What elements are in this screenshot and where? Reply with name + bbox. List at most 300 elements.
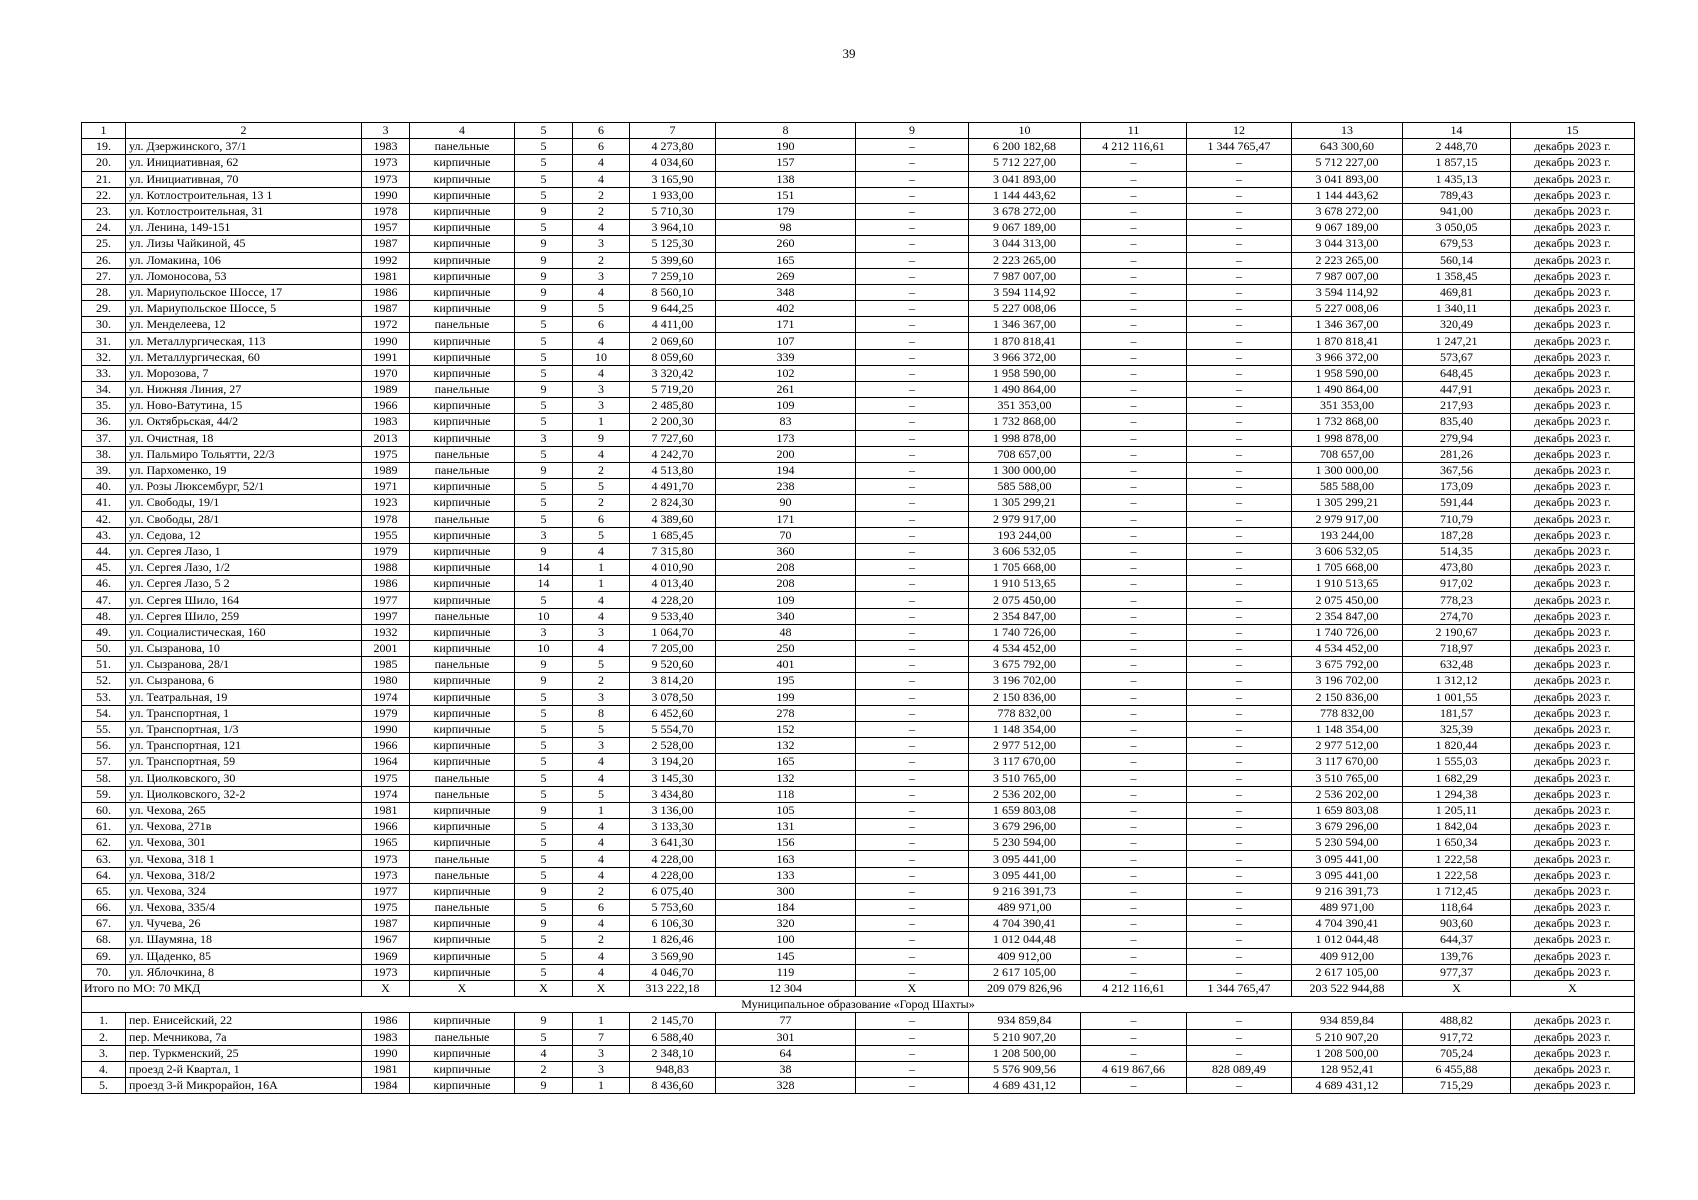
- table-cell: 1: [573, 1013, 630, 1029]
- total-cell: X: [856, 980, 969, 996]
- table-cell: кирпичные: [410, 576, 515, 592]
- table-cell: 40.: [82, 479, 126, 495]
- table-cell: 409 912,00: [1292, 948, 1403, 964]
- table-cell: –: [1187, 495, 1292, 511]
- table-cell: декабрь 2023 г.: [1511, 236, 1635, 252]
- header-cell: 14: [1403, 123, 1511, 139]
- table-cell: декабрь 2023 г.: [1511, 1013, 1635, 1029]
- table-cell: 1981: [362, 268, 410, 284]
- table-cell: –: [1187, 301, 1292, 317]
- table-cell: декабрь 2023 г.: [1511, 770, 1635, 786]
- table-cell: 5: [573, 301, 630, 317]
- table-cell: –: [1081, 511, 1187, 527]
- table-cell: 165: [716, 754, 856, 770]
- table-cell: 1972: [362, 317, 410, 333]
- table-cell: 1 705 668,00: [969, 560, 1081, 576]
- table-cell: 66.: [82, 900, 126, 916]
- table-cell: 67.: [82, 916, 126, 932]
- table-cell: 360: [716, 543, 856, 559]
- table-cell: 1 205,11: [1403, 802, 1511, 818]
- table-cell: –: [856, 414, 969, 430]
- total-cell: 1 344 765,47: [1187, 980, 1292, 996]
- table-cell: 1991: [362, 349, 410, 365]
- table-cell: –: [1187, 527, 1292, 543]
- table-cell: 53.: [82, 689, 126, 705]
- table-cell: 4 704 390,41: [1292, 916, 1403, 932]
- table-cell: 3 117 670,00: [1292, 754, 1403, 770]
- header-cell: 15: [1511, 123, 1635, 139]
- table-cell: кирпичные: [410, 835, 515, 851]
- table-cell: 1979: [362, 543, 410, 559]
- table-cell: 1 294,38: [1403, 786, 1511, 802]
- table-cell: 1983: [362, 139, 410, 155]
- table-cell: 5 712 227,00: [1292, 155, 1403, 171]
- table-cell: 5: [515, 705, 573, 721]
- table-cell: –: [856, 236, 969, 252]
- table-cell: 6 106,30: [630, 916, 716, 932]
- table-cell: декабрь 2023 г.: [1511, 268, 1635, 284]
- table-cell: 2 145,70: [630, 1013, 716, 1029]
- address-cell: ул. Розы Люксембург, 52/1: [126, 479, 362, 495]
- table-cell: 4 046,70: [630, 964, 716, 980]
- table-cell: 7 987 007,00: [969, 268, 1081, 284]
- table-cell: –: [856, 721, 969, 737]
- table-cell: –: [1187, 705, 1292, 721]
- table-cell: 37.: [82, 430, 126, 446]
- table-cell: 325,39: [1403, 721, 1511, 737]
- table-cell: 1992: [362, 252, 410, 268]
- section-row: [82, 997, 1635, 1013]
- table-cell: 6: [573, 139, 630, 155]
- table-row: [82, 317, 1635, 333]
- table-row: [82, 673, 1635, 689]
- table-cell: –: [1187, 349, 1292, 365]
- table-row: [82, 495, 1635, 511]
- table-cell: –: [1081, 446, 1187, 462]
- table-cell: –: [856, 511, 969, 527]
- table-cell: декабрь 2023 г.: [1511, 608, 1635, 624]
- table-row: [82, 948, 1635, 964]
- table-row: [82, 657, 1635, 673]
- table-cell: –: [1187, 721, 1292, 737]
- table-cell: панельные: [410, 900, 515, 916]
- table-row: [82, 851, 1635, 867]
- table-cell: –: [1081, 543, 1187, 559]
- table-cell: 132: [716, 770, 856, 786]
- table-cell: 4.: [82, 1061, 126, 1077]
- table-cell: –: [1081, 673, 1187, 689]
- table-cell: –: [1187, 365, 1292, 381]
- table-cell: декабрь 2023 г.: [1511, 527, 1635, 543]
- table-cell: 171: [716, 317, 856, 333]
- table-row: [82, 964, 1635, 980]
- table-cell: 5 230 594,00: [1292, 835, 1403, 851]
- table-row: [82, 284, 1635, 300]
- table-cell: –: [856, 932, 969, 948]
- table-cell: 5: [515, 689, 573, 705]
- table-cell: –: [856, 349, 969, 365]
- table-cell: 2 617 105,00: [1292, 964, 1403, 980]
- table-cell: –: [1187, 155, 1292, 171]
- table-cell: 4 411,00: [630, 317, 716, 333]
- address-cell: ул. Сызранова, 10: [126, 641, 362, 657]
- table-cell: 62.: [82, 835, 126, 851]
- table-cell: 278: [716, 705, 856, 721]
- table-cell: 50.: [82, 641, 126, 657]
- total-cell: 12 304: [716, 980, 856, 996]
- table-cell: –: [856, 1078, 969, 1094]
- header-cell: 7: [630, 123, 716, 139]
- table-cell: кирпичные: [410, 560, 515, 576]
- table-cell: кирпичные: [410, 802, 515, 818]
- table-cell: 9: [515, 203, 573, 219]
- table-cell: 54.: [82, 705, 126, 721]
- table-cell: 1 305 299,21: [969, 495, 1081, 511]
- table-cell: 173,09: [1403, 479, 1511, 495]
- table-cell: 2: [573, 495, 630, 511]
- table-cell: 5: [515, 511, 573, 527]
- table-row: [82, 333, 1635, 349]
- table-cell: 65.: [82, 883, 126, 899]
- table-cell: 5: [515, 867, 573, 883]
- table-cell: 58.: [82, 770, 126, 786]
- table-cell: 1987: [362, 236, 410, 252]
- table-cell: 5: [515, 349, 573, 365]
- table-cell: –: [856, 1061, 969, 1077]
- table-cell: 33.: [82, 365, 126, 381]
- table-cell: –: [1187, 673, 1292, 689]
- table-cell: –: [1081, 964, 1187, 980]
- table-cell: –: [1187, 414, 1292, 430]
- table-cell: 4 689 431,12: [1292, 1078, 1403, 1094]
- table-cell: 1 732 868,00: [969, 414, 1081, 430]
- table-cell: –: [1081, 819, 1187, 835]
- table-cell: –: [856, 916, 969, 932]
- table-cell: 5: [515, 770, 573, 786]
- table-cell: 3 196 702,00: [1292, 673, 1403, 689]
- table-cell: 3 510 765,00: [969, 770, 1081, 786]
- table-cell: 5: [515, 333, 573, 349]
- table-cell: –: [1081, 608, 1187, 624]
- table-cell: 2 150 836,00: [969, 689, 1081, 705]
- table-cell: 5: [515, 835, 573, 851]
- address-cell: ул. Ленина, 149-151: [126, 220, 362, 236]
- table-cell: 5 710,30: [630, 203, 716, 219]
- table-cell: 217,93: [1403, 398, 1511, 414]
- table-cell: кирпичные: [410, 349, 515, 365]
- table-cell: 1997: [362, 608, 410, 624]
- table-cell: 401: [716, 657, 856, 673]
- table-cell: декабрь 2023 г.: [1511, 819, 1635, 835]
- table-cell: 5: [515, 738, 573, 754]
- table-cell: –: [1187, 576, 1292, 592]
- table-cell: 9: [515, 1078, 573, 1094]
- table-cell: декабрь 2023 г.: [1511, 171, 1635, 187]
- address-cell: ул. Дзержинского, 37/1: [126, 139, 362, 155]
- table-cell: 351 353,00: [969, 398, 1081, 414]
- table-cell: 9: [515, 382, 573, 398]
- table-cell: 5: [573, 786, 630, 802]
- table-cell: 1981: [362, 1061, 410, 1077]
- table-cell: –: [1081, 883, 1187, 899]
- address-cell: ул. Пальмиро Тольятти, 22/3: [126, 446, 362, 462]
- table-cell: 9: [515, 284, 573, 300]
- table-cell: 402: [716, 301, 856, 317]
- table-cell: –: [1187, 560, 1292, 576]
- table-cell: –: [856, 430, 969, 446]
- table-cell: 2: [573, 252, 630, 268]
- table-cell: –: [1187, 916, 1292, 932]
- table-cell: 2 977 512,00: [969, 738, 1081, 754]
- table-cell: 2 075 450,00: [969, 592, 1081, 608]
- table-cell: –: [1081, 187, 1187, 203]
- table-cell: 46.: [82, 576, 126, 592]
- table-cell: 718,97: [1403, 641, 1511, 657]
- table-cell: декабрь 2023 г.: [1511, 851, 1635, 867]
- table-cell: 4 389,60: [630, 511, 716, 527]
- table-cell: 7 315,80: [630, 543, 716, 559]
- table-cell: 109: [716, 398, 856, 414]
- table-cell: 261: [716, 382, 856, 398]
- table-cell: –: [1187, 624, 1292, 640]
- table-cell: –: [1081, 689, 1187, 705]
- table-cell: 3 679 296,00: [1292, 819, 1403, 835]
- table-cell: 4: [573, 835, 630, 851]
- table-cell: кирпичные: [410, 1061, 515, 1077]
- table-cell: 49.: [82, 624, 126, 640]
- table-cell: 1965: [362, 835, 410, 851]
- table-cell: –: [856, 802, 969, 818]
- table-cell: 3 510 765,00: [1292, 770, 1403, 786]
- table-cell: –: [1187, 1029, 1292, 1045]
- table-cell: 1 012 044,48: [969, 932, 1081, 948]
- table-cell: 55.: [82, 721, 126, 737]
- table-cell: –: [1187, 1013, 1292, 1029]
- table-cell: 1 659 803,08: [969, 802, 1081, 818]
- table-cell: 9: [515, 1013, 573, 1029]
- table-cell: 32.: [82, 349, 126, 365]
- table-cell: 64: [716, 1045, 856, 1061]
- table-cell: 1975: [362, 900, 410, 916]
- table-cell: 2 536 202,00: [1292, 786, 1403, 802]
- table-cell: 708 657,00: [969, 446, 1081, 462]
- table-cell: 1 857,15: [1403, 155, 1511, 171]
- address-cell: ул. Октябрьская, 44/2: [126, 414, 362, 430]
- table-cell: –: [856, 592, 969, 608]
- table-cell: 5: [515, 851, 573, 867]
- table-cell: 14: [515, 576, 573, 592]
- table-cell: 3 814,20: [630, 673, 716, 689]
- table-cell: –: [1081, 268, 1187, 284]
- table-cell: 560,14: [1403, 252, 1511, 268]
- table-cell: 4: [573, 770, 630, 786]
- table-cell: 1978: [362, 203, 410, 219]
- table-row: [82, 430, 1635, 446]
- table-cell: 1973: [362, 851, 410, 867]
- table-cell: –: [1081, 495, 1187, 511]
- table-cell: 157: [716, 155, 856, 171]
- table-cell: кирпичные: [410, 754, 515, 770]
- table-cell: –: [856, 657, 969, 673]
- table-cell: 4 491,70: [630, 479, 716, 495]
- table-row: [82, 932, 1635, 948]
- table-cell: 1987: [362, 916, 410, 932]
- table-row: [82, 479, 1635, 495]
- table-cell: 4: [573, 608, 630, 624]
- table-row: [82, 1061, 1635, 1077]
- table-cell: 5 125,30: [630, 236, 716, 252]
- table-cell: 47.: [82, 592, 126, 608]
- table-cell: 917,02: [1403, 576, 1511, 592]
- table-cell: 3 041 893,00: [1292, 171, 1403, 187]
- table-cell: 3 196 702,00: [969, 673, 1081, 689]
- table-cell: –: [1081, 414, 1187, 430]
- table-cell: 1 435,13: [1403, 171, 1511, 187]
- table-cell: декабрь 2023 г.: [1511, 301, 1635, 317]
- table-cell: декабрь 2023 г.: [1511, 576, 1635, 592]
- table-cell: 3 165,90: [630, 171, 716, 187]
- table-cell: 4: [573, 171, 630, 187]
- table-row: [82, 139, 1635, 155]
- table-cell: –: [856, 527, 969, 543]
- table-cell: 5: [573, 479, 630, 495]
- table-cell: 4: [573, 916, 630, 932]
- header-cell: 5: [515, 123, 573, 139]
- table-cell: –: [856, 155, 969, 171]
- table-cell: 119: [716, 964, 856, 980]
- table-cell: –: [1081, 916, 1187, 932]
- table-cell: 2: [573, 673, 630, 689]
- table-cell: 83: [716, 414, 856, 430]
- table-cell: 5: [515, 948, 573, 964]
- table-cell: 43.: [82, 527, 126, 543]
- table-cell: 238: [716, 479, 856, 495]
- table-cell: 5: [515, 139, 573, 155]
- table-cell: 3.: [82, 1045, 126, 1061]
- table-cell: –: [856, 301, 969, 317]
- table-cell: 2: [573, 187, 630, 203]
- address-cell: ул. Нижняя Линия, 27: [126, 382, 362, 398]
- table-row: [82, 786, 1635, 802]
- table-cell: –: [1081, 252, 1187, 268]
- table-cell: –: [1187, 608, 1292, 624]
- table-cell: 1.: [82, 1013, 126, 1029]
- table-cell: 3: [515, 624, 573, 640]
- table-cell: 3 678 272,00: [969, 203, 1081, 219]
- table-cell: 3 078,50: [630, 689, 716, 705]
- table-cell: 5: [515, 754, 573, 770]
- table-cell: –: [856, 770, 969, 786]
- table-cell: 1980: [362, 673, 410, 689]
- table-cell: –: [1081, 641, 1187, 657]
- table-cell: –: [1081, 786, 1187, 802]
- header-cell: 12: [1187, 123, 1292, 139]
- table-cell: кирпичные: [410, 641, 515, 657]
- table-cell: декабрь 2023 г.: [1511, 754, 1635, 770]
- section-title: Муниципальное образование «Город Шахты»: [82, 997, 1635, 1013]
- total-cell: 209 079 826,96: [969, 980, 1081, 996]
- table-cell: 5: [515, 155, 573, 171]
- table-cell: 1 490 864,00: [1292, 382, 1403, 398]
- table-cell: 3 194,20: [630, 754, 716, 770]
- table-cell: 4 619 867,66: [1081, 1061, 1187, 1077]
- table-cell: 5: [515, 721, 573, 737]
- address-cell: ул. Циолковского, 30: [126, 770, 362, 786]
- table-cell: 4: [573, 851, 630, 867]
- table-cell: 4 273,80: [630, 139, 716, 155]
- table-cell: –: [1081, 203, 1187, 219]
- table-cell: –: [856, 446, 969, 462]
- table-cell: 1 208 500,00: [1292, 1045, 1403, 1061]
- table-cell: 173: [716, 430, 856, 446]
- table-row: [82, 560, 1635, 576]
- table-cell: 1 998 878,00: [969, 430, 1081, 446]
- total-row: [82, 980, 1635, 996]
- table-cell: –: [1187, 171, 1292, 187]
- table-cell: 488,82: [1403, 1013, 1511, 1029]
- table-cell: 27.: [82, 268, 126, 284]
- total-cell: 313 222,18: [630, 980, 716, 996]
- table-cell: 195: [716, 673, 856, 689]
- table-cell: декабрь 2023 г.: [1511, 560, 1635, 576]
- table-cell: 8 560,10: [630, 284, 716, 300]
- table-cell: 3 966 372,00: [1292, 349, 1403, 365]
- table-cell: декабрь 2023 г.: [1511, 673, 1635, 689]
- table-cell: 38.: [82, 446, 126, 462]
- table-cell: –: [856, 673, 969, 689]
- table-cell: –: [1081, 527, 1187, 543]
- address-cell: ул. Инициативная, 70: [126, 171, 362, 187]
- table-cell: 3: [573, 382, 630, 398]
- table-cell: 1 910 513,65: [969, 576, 1081, 592]
- table-row: [82, 462, 1635, 478]
- table-cell: кирпичные: [410, 430, 515, 446]
- address-cell: ул. Ломоносова, 53: [126, 268, 362, 284]
- table-cell: 1973: [362, 964, 410, 980]
- table-cell: 1923: [362, 495, 410, 511]
- table-cell: 14: [515, 560, 573, 576]
- table-cell: 1955: [362, 527, 410, 543]
- table-cell: 1 682,29: [1403, 770, 1511, 786]
- table-cell: 835,40: [1403, 414, 1511, 430]
- page-number: 39: [842, 46, 856, 61]
- table-cell: 4: [573, 220, 630, 236]
- table-cell: 1 705 668,00: [1292, 560, 1403, 576]
- table-cell: –: [856, 608, 969, 624]
- table-cell: панельные: [410, 317, 515, 333]
- table-cell: –: [1187, 398, 1292, 414]
- table-cell: –: [1187, 964, 1292, 980]
- table-cell: декабрь 2023 г.: [1511, 317, 1635, 333]
- table-cell: –: [1081, 284, 1187, 300]
- total-cell: X: [410, 980, 515, 996]
- table-cell: кирпичные: [410, 365, 515, 381]
- table-cell: декабрь 2023 г.: [1511, 220, 1635, 236]
- table-cell: 56.: [82, 738, 126, 754]
- table-row: [82, 349, 1635, 365]
- table-cell: 68.: [82, 932, 126, 948]
- table-cell: –: [856, 964, 969, 980]
- table-cell: 948,83: [630, 1061, 716, 1077]
- table-cell: 250: [716, 641, 856, 657]
- table-cell: 5: [515, 398, 573, 414]
- address-cell: ул. Транспортная, 1/3: [126, 721, 362, 737]
- table-cell: 778 832,00: [1292, 705, 1403, 721]
- table-cell: 4: [573, 867, 630, 883]
- table-cell: 5: [515, 479, 573, 495]
- table-cell: 5: [515, 317, 573, 333]
- table-cell: 5: [515, 786, 573, 802]
